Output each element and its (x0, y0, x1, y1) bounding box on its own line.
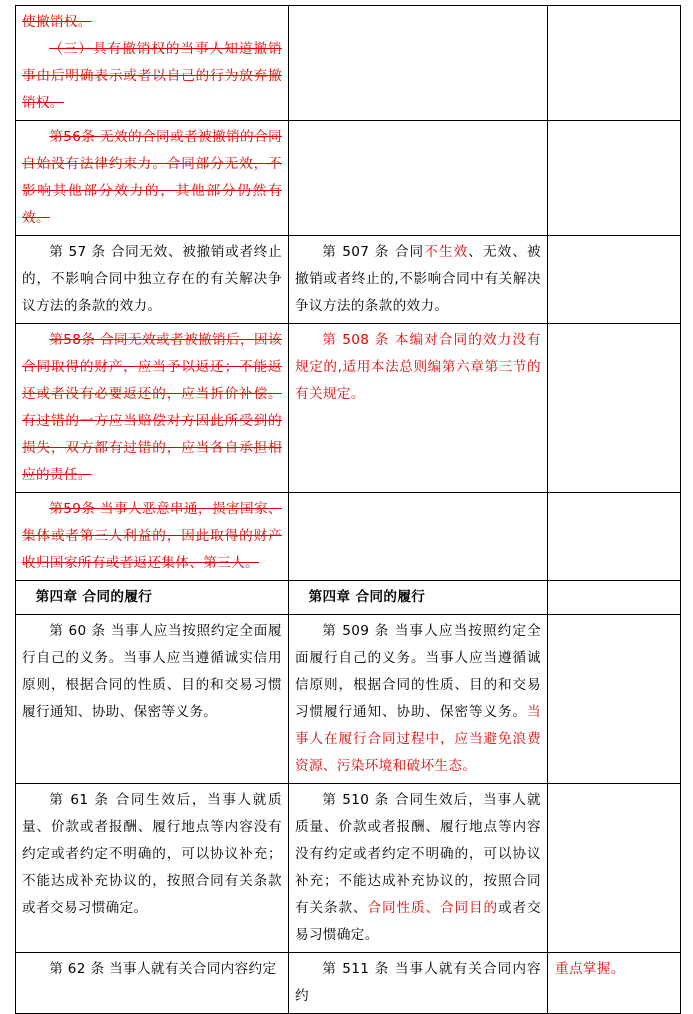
unchanged-text: 、无效、被撤销或者终止的,不影响合同中有关解决争议方法的条款的效力。 (295, 244, 541, 314)
chapter-heading-new: 第四章 合同的履行 (289, 581, 548, 615)
table-row (16, 121, 681, 236)
new-law-cell (289, 236, 548, 324)
old-law-cell (16, 324, 289, 493)
old-law-cell (16, 6, 289, 121)
deleted-article-text: 使撤销权。 (22, 14, 92, 30)
unchanged-text: 第 511 条 当事人就有关合同内容约 (295, 961, 541, 1004)
table-row (16, 953, 681, 1014)
article-text: 第 62 条 当事人就有关合同内容约定 (49, 961, 277, 977)
note-cell (548, 581, 681, 615)
new-law-cell (289, 121, 548, 236)
amended-text: 合同性质、合同目的 (367, 900, 499, 916)
note-cell (548, 784, 681, 953)
deleted-article-text: （三）具有撤销权的当事人知道撤销事由后明确表示或者以自己的行为放弃撤销权。 (22, 41, 282, 111)
new-law-cell (289, 493, 548, 581)
article-text: 第 61 条 合同生效后，当事人就质量、价款或者报酬、履行地点等内容没有约定或者约定不明确的，可以协议补充；不能达成补充协议的，按照合同有关条款或者交易习惯确定。 (22, 792, 282, 916)
old-law-cell (16, 784, 289, 953)
unchanged-text: 或者交易习惯确定。 (295, 900, 541, 943)
amended-text: 不生效 (424, 244, 469, 260)
note-cell (548, 615, 681, 784)
amended-text: 第 508 条 本编对合同的效力没有规定的,适用本法总则编第六章第三节的有关规定。 (295, 332, 541, 402)
new-article-text (295, 787, 541, 949)
note-cell (548, 324, 681, 493)
deleted-article-text: 第56条 无效的合同或者被撤销的合同自始没有法律约束力。合同部分无效，不影响其他部分效力的，其他部分仍然有效。 (22, 129, 282, 226)
new-law-cell (289, 324, 548, 493)
new-law-cell (289, 6, 548, 121)
unchanged-text: 第 510 条 合同生效后，当事人就质量、价款或者报酬、履行地点等内容没有约定或者约定不明确的，可以协议补充；不能达成补充协议的，按照合同有关条款、 (295, 792, 541, 916)
new-article-text (295, 327, 541, 408)
deleted-article-text: 第58条 合同无效或者被撤销后，因该合同取得的财产，应当予以返还；不能返还或者没有必要返还的，应当折价补偿。有过错的一方应当赔偿对方因此所受到的损失，双方都有过错的，应当各自承担相应的责任。 (22, 332, 282, 483)
old-law-cell (16, 953, 289, 1014)
article-text: 第 57 条 合同无效、被撤销或者终止的，不影响合同中独立存在的有关解决争议方法的条款的效力。 (22, 244, 282, 314)
new-article-text (295, 618, 541, 780)
table-row (16, 615, 681, 784)
table-row (16, 493, 681, 581)
table-row (16, 6, 681, 121)
note-cell (548, 6, 681, 121)
note-cell (548, 236, 681, 324)
note-cell (548, 493, 681, 581)
article-text: 第 60 条 当事人应当按照约定全面履行自己的义务。当事人应当遵循诚实信用原则，根据合同的性质、目的和交易习惯履行通知、协助、保密等义务。 (22, 623, 282, 720)
unchanged-text: 第 509 条 当事人应当按照约定全面履行自己的义务。当事人应当遵循诚信原则，根据合同的性质、目的和交易习惯履行通知、协助、保密等义务。 (295, 623, 541, 720)
deleted-article-text: 第59条 当事人恶意串通，损害国家、集体或者第三人利益的，因此取得的财产收归国家所有或者返还集体、第三人。 (22, 501, 282, 571)
new-law-cell (289, 615, 548, 784)
table-row (16, 581, 681, 615)
table-row (16, 236, 681, 324)
new-article-text (295, 239, 541, 320)
old-law-cell (16, 615, 289, 784)
table-row (16, 324, 681, 493)
new-law-cell (289, 953, 548, 1014)
new-law-cell (289, 784, 548, 953)
old-law-cell (16, 493, 289, 581)
note-cell (548, 953, 681, 1014)
note-cell (548, 121, 681, 236)
new-article-text (295, 956, 541, 1010)
key-point-note: 重点掌握。 (555, 961, 625, 977)
old-law-cell (16, 121, 289, 236)
unchanged-text: 第 507 条 合同 (322, 244, 425, 260)
comparison-table (15, 5, 681, 1014)
table-row (16, 784, 681, 953)
chapter-heading-old: 第四章 合同的履行 (16, 581, 289, 615)
old-law-cell (16, 236, 289, 324)
amended-text: 当事人在履行合同过程中，应当避免浪费资源、污染环境和破坏生态。 (295, 704, 541, 774)
